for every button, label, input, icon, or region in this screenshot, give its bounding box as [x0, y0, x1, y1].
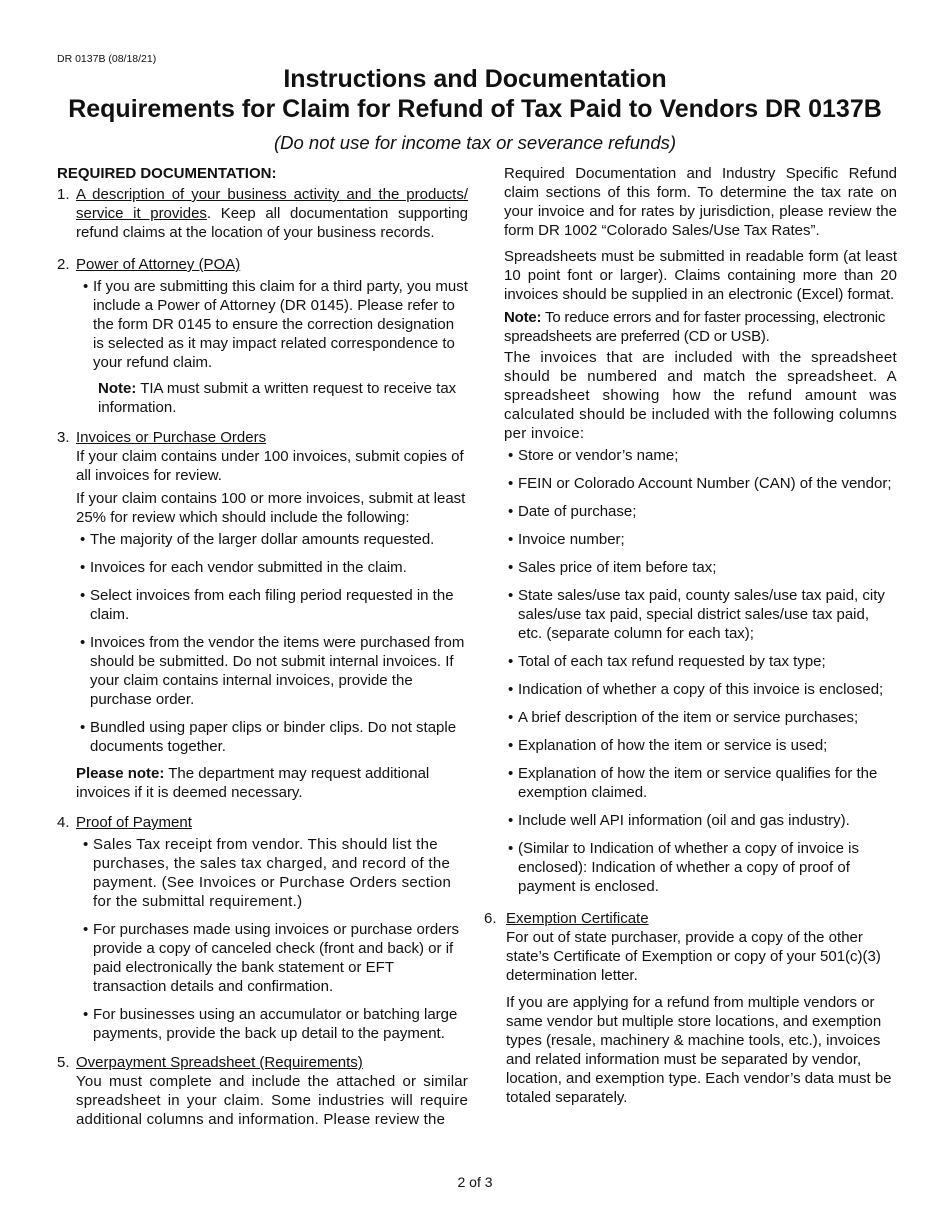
list-item: • For businesses using an accumulator or batching large payments, provide the back up detail to the payment.	[79, 1005, 468, 1043]
list-item: • Include well API information (oil and gas industry).	[504, 811, 897, 830]
section-3	[57, 428, 468, 802]
right-column	[484, 164, 897, 1107]
section-3-heading: Invoices or Purchase Orders	[76, 429, 267, 446]
list-item: • FEIN or Colorado Account Number (CAN) of the vendor;	[504, 474, 897, 493]
spreadsheet-note	[504, 308, 897, 346]
required-documentation-heading: REQUIRED DOCUMENTATION:	[57, 165, 277, 182]
section-number: 5.	[57, 1054, 70, 1071]
invoices-paragraph: The invoices that are included with the spreadsheet should be numbered and match the spreadsheet. A spreadsheet showing how the refund amount was calculated should be included with the following columns per invoice:	[504, 349, 897, 442]
list-item: • Bundled using paper clips or binder clips. Do not staple documents together.	[76, 718, 468, 756]
list-item: • A brief description of the item or service purchases;	[504, 708, 897, 727]
section-3-paragraph-2: If your claim contains 100 or more invoices, submit at least 25% for review which should include the following:	[76, 490, 466, 526]
section-3-paragraph-1: If your claim contains under 100 invoices, submit copies of all invoices for review.	[76, 448, 464, 484]
section-2-bullet: • If you are submitting this claim for a third party, you must include a Power of Attorney (DR 0145). Please refer to the form DR 0145 to ensure the correction designation is selected as it may impact related correspondence to your refund claim.	[79, 277, 468, 372]
section-6-paragraph-1: For out of state purchaser, provide a copy of the other state’s Certificate of Exemption or copy of your 501(c)(3) determination letter.	[506, 929, 881, 984]
note-text: To reduce errors and for faster processing, electronic spreadsheets are preferred (CD or USB).	[504, 309, 886, 345]
section-number: 3.	[57, 429, 70, 446]
list-item: • (Similar to Indication of whether a copy of invoice is enclosed): Indication of whether a copy of proof of payment is enclosed.	[504, 839, 897, 896]
section-1-underlined: A description of your business activity and the products/ service it provides	[76, 186, 468, 222]
list-item: • Explanation of how the item or service qualifies for the exemption claimed.	[504, 764, 897, 802]
list-item: • Select invoices from each filing period requested in the claim.	[76, 586, 468, 624]
section-6	[484, 909, 897, 1107]
section-2	[57, 255, 468, 417]
spreadsheet-columns-list	[504, 446, 897, 896]
list-item: • Store or vendor’s name;	[504, 446, 897, 465]
note-text: The department may request additional invoices if it is deemed necessary.	[76, 765, 430, 801]
title-line-2: Requirements for Claim for Refund of Tax Paid to Vendors DR 0137B	[68, 95, 882, 123]
section-number: 2.	[57, 256, 70, 273]
list-item: • Invoices from the vendor the items were purchased from should be submitted. Do not submit internal invoices. If your claim contains internal invoices, provide the purchase order.	[76, 633, 468, 709]
list-item: • Explanation of how the item or service is used;	[504, 736, 897, 755]
section-4	[57, 813, 468, 1043]
section-number: 1.	[57, 186, 70, 203]
section-3-note	[76, 764, 468, 802]
list-item: • Indication of whether a copy of this invoice is enclosed;	[504, 680, 897, 699]
section-number: 4.	[57, 814, 70, 831]
list-item: • Total of each tax refund requested by tax type;	[504, 652, 897, 671]
list-item: • Sales price of item before tax;	[504, 558, 897, 577]
note-label: Note:	[98, 380, 137, 397]
section-6-heading: Exemption Certificate	[506, 910, 649, 927]
section-5-heading: Overpayment Spreadsheet (Requirements)	[76, 1054, 363, 1071]
subtitle: (Do not use for income tax or severance refunds)	[273, 132, 677, 153]
list-item: • State sales/use tax paid, county sales/use tax paid, city sales/use tax paid, special district sales/use tax paid, etc. (separate column for each tax);	[504, 586, 897, 643]
section-5	[57, 1053, 468, 1129]
list-item: • Date of purchase;	[504, 502, 897, 521]
section-2-heading: Power of Attorney (POA)	[76, 256, 241, 273]
section-number: 6.	[484, 910, 497, 927]
note-label: Please note:	[76, 765, 165, 782]
list-item: • Invoices for each vendor submitted in the claim.	[76, 558, 468, 577]
section-5-continued: Required Documentation and Industry Specific Refund claim sections of this form. To determine the tax rate on your invoice and for rates by jurisdiction, please review the form DR 1002 “Colorado Sales/Use Tax Rates”.	[504, 165, 897, 239]
form-number: DR 0137B (08/18/21)	[57, 53, 157, 65]
spreadsheet-format-paragraph: Spreadsheets must be submitted in readable form (at least 10 point font or larger). Claims containing more than 20 invoices should be supplied in an electronic (Excel) format.	[504, 248, 897, 303]
left-column	[57, 164, 468, 1129]
page-number: 2 of 3	[457, 1174, 493, 1190]
section-4-heading: Proof of Payment	[76, 814, 192, 831]
section-5-paragraph: You must complete and include the attached or similar spreadsheet in your claim. Some industries will require additional columns and information. Please review the	[76, 1073, 468, 1128]
note-text: TIA must submit a written request to receive tax information.	[98, 380, 457, 416]
title-line-1: Instructions and Documentation	[283, 65, 667, 93]
list-item: • Invoice number;	[504, 530, 897, 549]
list-item: • For purchases made using invoices or purchase orders provide a copy of canceled check (front and back) or if paid electronically the bank statement or EFT transaction details and confirmation.	[79, 920, 468, 996]
section-2-note	[98, 379, 468, 417]
section-1-text: . Keep all documentation supporting refund claims at the location of your business records.	[76, 205, 468, 241]
list-item: • The majority of the larger dollar amounts requested.	[76, 530, 468, 549]
section-1	[57, 185, 468, 242]
list-item: • Sales Tax receipt from vendor. This should list the purchases, the sales tax charged, and record of the payment. (See Invoices or Purchase Orders section for the submittal requirement.)	[79, 835, 468, 911]
note-label: Note:	[504, 309, 542, 326]
section-6-paragraph-2: If you are applying for a refund from multiple vendors or same vendor but multiple store locations, and exemption types (resale, machinery & machine tools, etc.), invoices and related information must be separated by vendor, location, and exemption type. Each vendor’s data must be totaled separately.	[506, 994, 892, 1106]
